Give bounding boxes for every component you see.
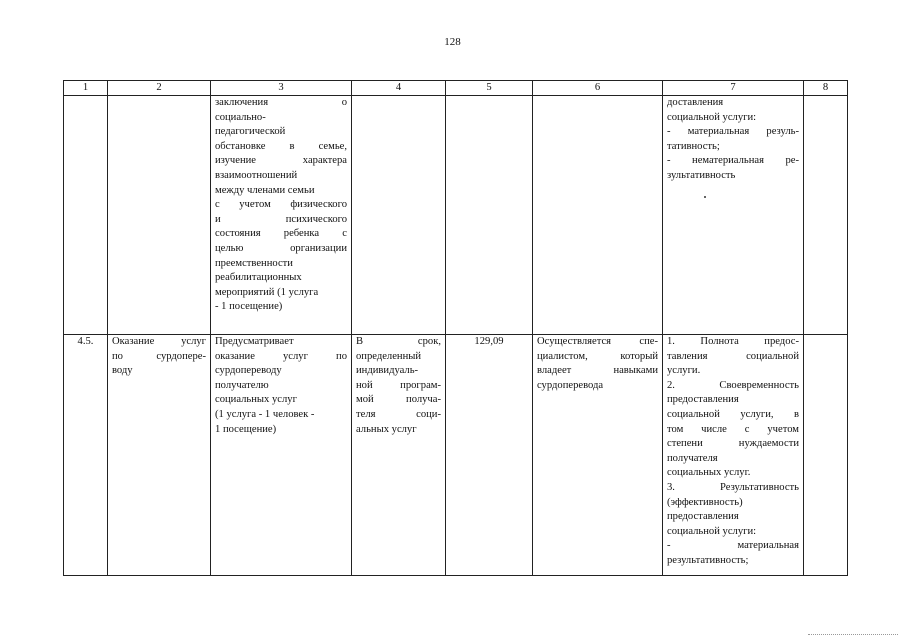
description-line: преемственности xyxy=(215,257,293,269)
header-col-3: 3 xyxy=(211,81,352,96)
service-name-line: Оказание услуг xyxy=(112,336,206,347)
description-line: оказание услуг по xyxy=(215,350,347,362)
header-col-5: 5 xyxy=(446,81,533,96)
description-line: социальных услуг xyxy=(215,394,297,406)
description-line: изучение характера xyxy=(215,155,347,167)
description-line: мероприятий (1 услуга xyxy=(215,286,319,298)
description-line: взаимоотношений xyxy=(215,169,298,181)
cell-quality-indicators xyxy=(663,96,804,335)
cell-notes xyxy=(804,96,848,335)
description-line: и психического xyxy=(215,213,347,225)
cell-service-name xyxy=(108,96,211,335)
timeframe-line: индивидуаль- xyxy=(356,365,419,377)
description-line: состояния ребенка с xyxy=(215,228,347,240)
indicator-line: услуги. xyxy=(667,365,701,377)
indicator-line: - материальная резуль- xyxy=(667,126,799,138)
page-number: 128 xyxy=(444,36,461,48)
indicator-line: 3. Результативность xyxy=(667,481,799,493)
indicator-line: 1. Полнота предос- xyxy=(667,336,799,347)
cell-number: 4.5. xyxy=(64,335,108,576)
header-row xyxy=(64,81,848,96)
table-row-continuation xyxy=(64,96,848,335)
header-col-8: 8 xyxy=(804,81,848,96)
conditions-line: сурдоперевода xyxy=(537,379,604,391)
cell-price xyxy=(446,96,533,335)
service-name-line: воду xyxy=(112,365,133,377)
cell-price: 129,09 xyxy=(446,335,533,576)
timeframe-line: мой получа- xyxy=(356,394,441,406)
indicator-line: тативность; xyxy=(667,140,720,152)
cell-timeframe xyxy=(352,96,446,335)
timeframe-line: определенный xyxy=(356,350,422,362)
indicator-line: социальной услуги: xyxy=(667,525,757,537)
cell-conditions xyxy=(533,335,663,576)
cell-service-name xyxy=(108,335,211,576)
description-line: (1 услуга - 1 человек - xyxy=(215,408,315,420)
description-line: - 1 посещение) xyxy=(215,301,283,313)
cell-notes xyxy=(804,335,848,576)
indicator-line: социальной услуги: xyxy=(667,111,757,123)
timeframe-line: альных услуг xyxy=(356,423,417,435)
scan-edge-marks xyxy=(808,632,898,635)
conditions-line: владеет навыками xyxy=(537,365,658,377)
cell-quality-indicators xyxy=(663,335,804,576)
description-line: реабилитационных xyxy=(215,272,302,284)
indicator-line: - материальная xyxy=(667,540,799,552)
header-col-6: 6 xyxy=(533,81,663,96)
description-line: Предусматривает xyxy=(215,336,294,347)
table-row-service xyxy=(64,335,848,576)
timeframe-line: В срок, xyxy=(356,336,441,347)
description-line: с учетом физического xyxy=(215,199,347,211)
indicator-line: тавления социальной xyxy=(667,350,799,362)
description-line: обстановке в семье, xyxy=(215,140,347,152)
cell-number xyxy=(64,96,108,335)
header-col-2: 2 xyxy=(108,81,211,96)
indicator-line: социальных услуг. xyxy=(667,467,751,479)
indicator-line: предоставления xyxy=(667,511,739,523)
indicator-line: доставления xyxy=(667,97,724,108)
description-line: заключения о xyxy=(215,97,347,108)
header-col-4: 4 xyxy=(352,81,446,96)
cell-description xyxy=(211,335,352,576)
timeframe-line: теля соци- xyxy=(356,408,441,420)
description-line: 1 посещение) xyxy=(215,423,277,435)
services-table xyxy=(63,80,848,576)
conditions-line: Осуществляется спе- xyxy=(537,336,658,347)
cell-timeframe xyxy=(352,335,446,576)
description-line: сурдопереводу xyxy=(215,365,282,377)
scan-speck xyxy=(704,196,706,198)
indicator-line: - нематериальная ре- xyxy=(667,155,799,167)
indicator-line: результативность; xyxy=(667,554,749,566)
header-col-1: 1 xyxy=(64,81,108,96)
service-name-line: по сурдопере- xyxy=(112,350,206,362)
timeframe-line: ной програм- xyxy=(356,379,441,391)
indicator-line: (эффективность) xyxy=(667,496,743,508)
indicator-line: зультативность xyxy=(667,169,736,181)
indicator-line: степени нуждаемости xyxy=(667,438,799,450)
description-line: целью организации xyxy=(215,242,347,254)
cell-conditions xyxy=(533,96,663,335)
indicator-line: получателя xyxy=(667,452,718,464)
indicator-line: 2. Своевременность xyxy=(667,379,799,391)
conditions-line: циалистом, который xyxy=(537,350,658,362)
indicator-line: предоставления xyxy=(667,394,739,406)
indicator-line: том числе с учетом xyxy=(667,423,799,435)
header-col-7: 7 xyxy=(663,81,804,96)
description-line: получателю xyxy=(215,379,269,391)
description-line: педагогической xyxy=(215,126,286,138)
cell-description xyxy=(211,96,352,335)
description-line: между членами семьи xyxy=(215,184,315,196)
description-line: социально- xyxy=(215,111,266,123)
indicator-line: социальной услуги, в xyxy=(667,408,799,420)
